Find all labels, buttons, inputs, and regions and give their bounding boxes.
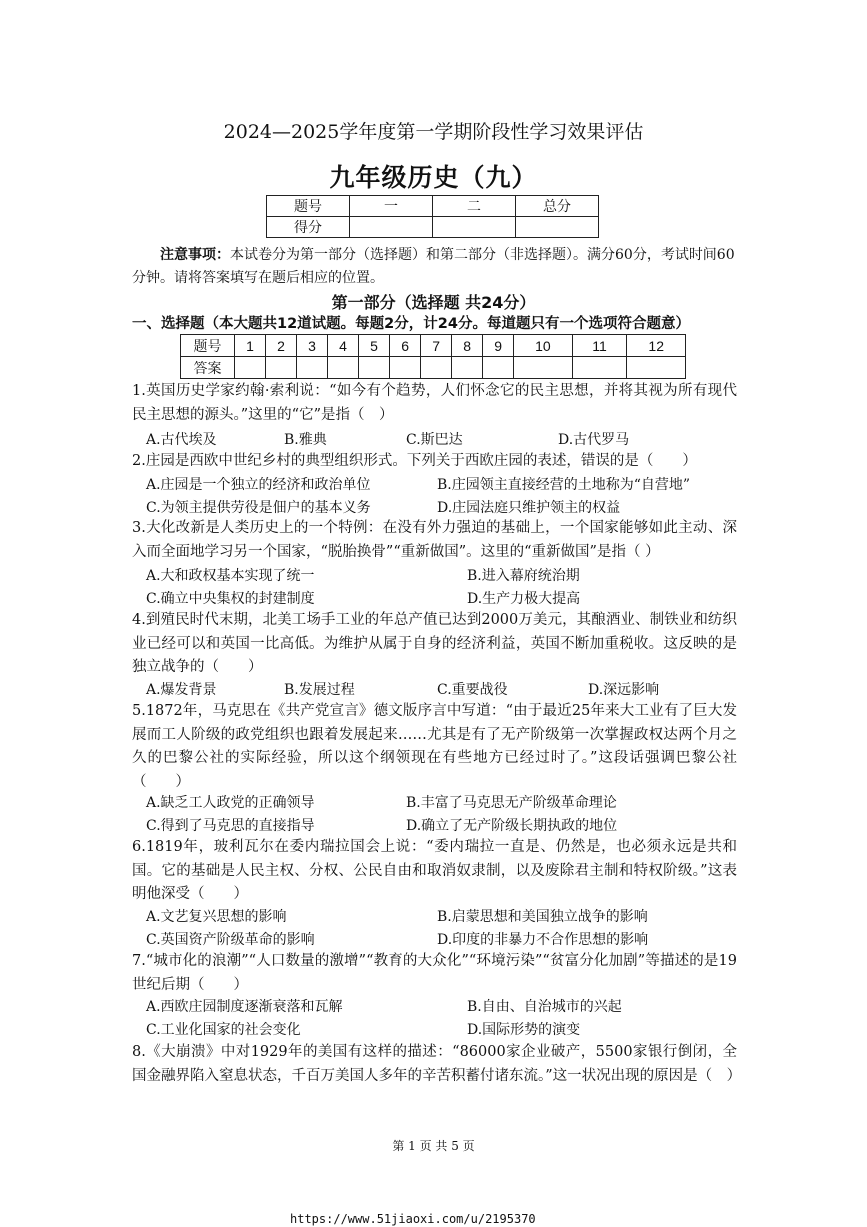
option: C.确立中央集权的封建制度 [146, 591, 315, 607]
answer-blank-cell[interactable] [483, 357, 514, 379]
answer-blank-cell[interactable] [266, 357, 297, 379]
question-stem: 3.大化改新是人类历史上的一个特例：在没有外力强迫的基础上，一个国家能够如此主动、深入而全面地学习另一个国家，“脱胎换骨”“重新做国”。这里的“重新做国”是指（ ） [132, 520, 737, 560]
question-stem: 4.到殖民时代末期，北美工场手工业的年总产值已达到2000万美元，其酿酒业、制铁业和纺织业已经可以和英国一比高低。为维护从属于自身的经济利益，英国不断加重税收。这反映的是独立战争的（ ） [132, 612, 737, 675]
answer-table-row [181, 357, 686, 379]
question-stem: 1.英国历史学家约翰·索利说：“如今有个趋势，人们怀念它的民主思想，并将其视为所有现代民主思想的源头。”这里的“它”是指（ ） [132, 383, 737, 423]
option: A.缺乏工人政党的正确领导 [146, 795, 315, 811]
option: A.文艺复兴思想的影响 [146, 909, 287, 925]
score-cell: 得分 [267, 217, 350, 238]
question-2 [132, 450, 737, 474]
score-table [266, 195, 599, 238]
watermark-url[interactable] [290, 1212, 536, 1226]
answer-blank-cell[interactable] [297, 357, 328, 379]
option: D.确立了无产阶级长期执政的地位 [406, 818, 618, 834]
option: B.丰富了马克思无产阶级革命理论 [406, 795, 617, 811]
score-cell [350, 217, 433, 238]
answer-label-cell: 答案 [181, 357, 235, 379]
answer-number-cell: 4 [328, 335, 359, 357]
page-footer: 第 1 页 共 5 页 [392, 1139, 475, 1153]
option: A.爆发背景 [146, 682, 217, 698]
question-stem: 5.1872年，马克思在《共产党宣言》德文版序言中写道：“由于最近25年来大工业有了巨大发展而工人阶级的政党组织也跟着发展起来……尤其是有了无产阶级第一次掌握政权达两个月之久的巴黎公社的实际经验，所以这个纲领现在有些地方已经过时了。”这段话强调巴黎公社（ ） [132, 703, 737, 790]
answer-table [180, 334, 686, 379]
answer-header-cell: 题号 [181, 335, 235, 357]
option: D.古代罗马 [558, 432, 630, 448]
question-stem: 6.1819年，玻利瓦尔在委内瑞拉国会上说：“委内瑞拉一直是、仍然是，也必须永远是共和国。它的基础是人民主权、分权、公民自由和取消奴隶制，以及废除君主制和特权阶级。”这表明他深受（ ） [132, 839, 737, 902]
option: B.庄园领主直接经营的土地称为“自营地” [437, 477, 691, 493]
question-stem: 2.庄园是西欧中世纪乡村的典型组织形式。下列关于西欧庄园的表述，错误的是（ ） [132, 453, 697, 469]
answer-blank-cell[interactable] [235, 357, 266, 379]
question-4 [132, 609, 737, 680]
question-stem: 8.《大崩溃》中对1929年的美国有这样的描述：“86000家企业破产，5500家银行倒闭，全国金融界陷入窒息状态，千百万美国人多年的辛苦积蓄付诸东流。”这一状况出现的原因是（ ） [132, 1044, 742, 1084]
score-cell: 总分 [516, 196, 599, 217]
answer-number-cell: 11 [572, 335, 627, 357]
answer-number-cell: 7 [421, 335, 452, 357]
option: B.自由、自治城市的兴起 [467, 999, 622, 1015]
question-7 [132, 950, 737, 997]
exam-subtitle: 九年级历史（九） [329, 163, 538, 192]
answer-blank-cell[interactable] [421, 357, 452, 379]
answer-blank-cell[interactable] [328, 357, 359, 379]
option: D.深远影响 [588, 682, 660, 698]
answer-number-cell: 2 [266, 335, 297, 357]
option: D.国际形势的演变 [467, 1022, 581, 1038]
notice-label: 注意事项： [160, 247, 230, 263]
score-cell [516, 217, 599, 238]
answer-blank-cell[interactable] [572, 357, 627, 379]
score-cell: 二 [433, 196, 516, 217]
answer-blank-cell[interactable] [514, 357, 572, 379]
answer-table-row [181, 335, 686, 357]
part1-title: 第一部分（选择题 共24分） [331, 293, 536, 312]
answer-number-cell: 5 [359, 335, 390, 357]
question-6 [132, 836, 737, 907]
answer-blank-cell[interactable] [359, 357, 390, 379]
option: C.斯巴达 [406, 432, 463, 448]
answer-number-cell: 10 [514, 335, 572, 357]
answer-number-cell: 6 [390, 335, 421, 357]
score-cell [433, 217, 516, 238]
score-table-row [267, 196, 599, 217]
section1-title: 一、选择题（本大题共12道试题。每题2分，计24分。每道题只有一个选项符合题意） [132, 316, 690, 332]
option: B.进入幕府统治期 [467, 568, 580, 584]
score-cell: 一 [350, 196, 433, 217]
notice-text: 本试卷分为第一部分（选择题）和第二部分（非选择题）。满分60分，考试时间60分钟。请将答案填写在题后相应的位置。 [132, 247, 735, 286]
answer-blank-cell[interactable] [452, 357, 483, 379]
answer-number-cell: 3 [297, 335, 328, 357]
option: A.西欧庄园制度逐渐衰落和瓦解 [146, 999, 343, 1015]
question-stem: 7.“城市化的浪潮”“人口数量的激增”“教育的大众化”“环境污染”“贫富分化加剧”等描述的是19世纪后期（ ） [132, 953, 737, 993]
option: D.印度的非暴力不合作思想的影响 [437, 932, 649, 948]
question-3 [132, 517, 737, 564]
option: A.庄园是一个独立的经济和政治单位 [146, 477, 371, 493]
answer-number-cell: 1 [235, 335, 266, 357]
answer-number-cell: 12 [627, 335, 686, 357]
option: C.为领主提供劳役是佃户的基本义务 [146, 500, 371, 516]
question-1 [132, 380, 737, 427]
watermark-text: https://www.51jiaoxi.com/u/2195370 [290, 1212, 536, 1226]
question-8 [132, 1041, 742, 1088]
option: C.工业化国家的社会变化 [146, 1022, 301, 1038]
question-5 [132, 700, 737, 794]
notice [132, 244, 737, 290]
answer-number-cell: 9 [483, 335, 514, 357]
option: C.得到了马克思的直接指导 [146, 818, 315, 834]
option: A.古代埃及 [146, 432, 217, 448]
option: B.雅典 [284, 432, 327, 448]
score-cell: 题号 [267, 196, 350, 217]
answer-blank-cell[interactable] [627, 357, 686, 379]
score-table-row [267, 217, 599, 238]
answer-number-cell: 8 [452, 335, 483, 357]
answer-blank-cell[interactable] [390, 357, 421, 379]
option: C.英国资产阶级革命的影响 [146, 932, 315, 948]
option: A.大和政权基本实现了统一 [146, 568, 315, 584]
option: D.庄园法庭只维护领主的权益 [437, 500, 621, 516]
option: C.重要战役 [437, 682, 508, 698]
option: B.发展过程 [284, 682, 355, 698]
option: D.生产力极大提高 [467, 591, 581, 607]
exam-title: 2024—2025学年度第一学期阶段性学习效果评估 [223, 121, 644, 143]
option: B.启蒙思想和美国独立战争的影响 [437, 909, 648, 925]
